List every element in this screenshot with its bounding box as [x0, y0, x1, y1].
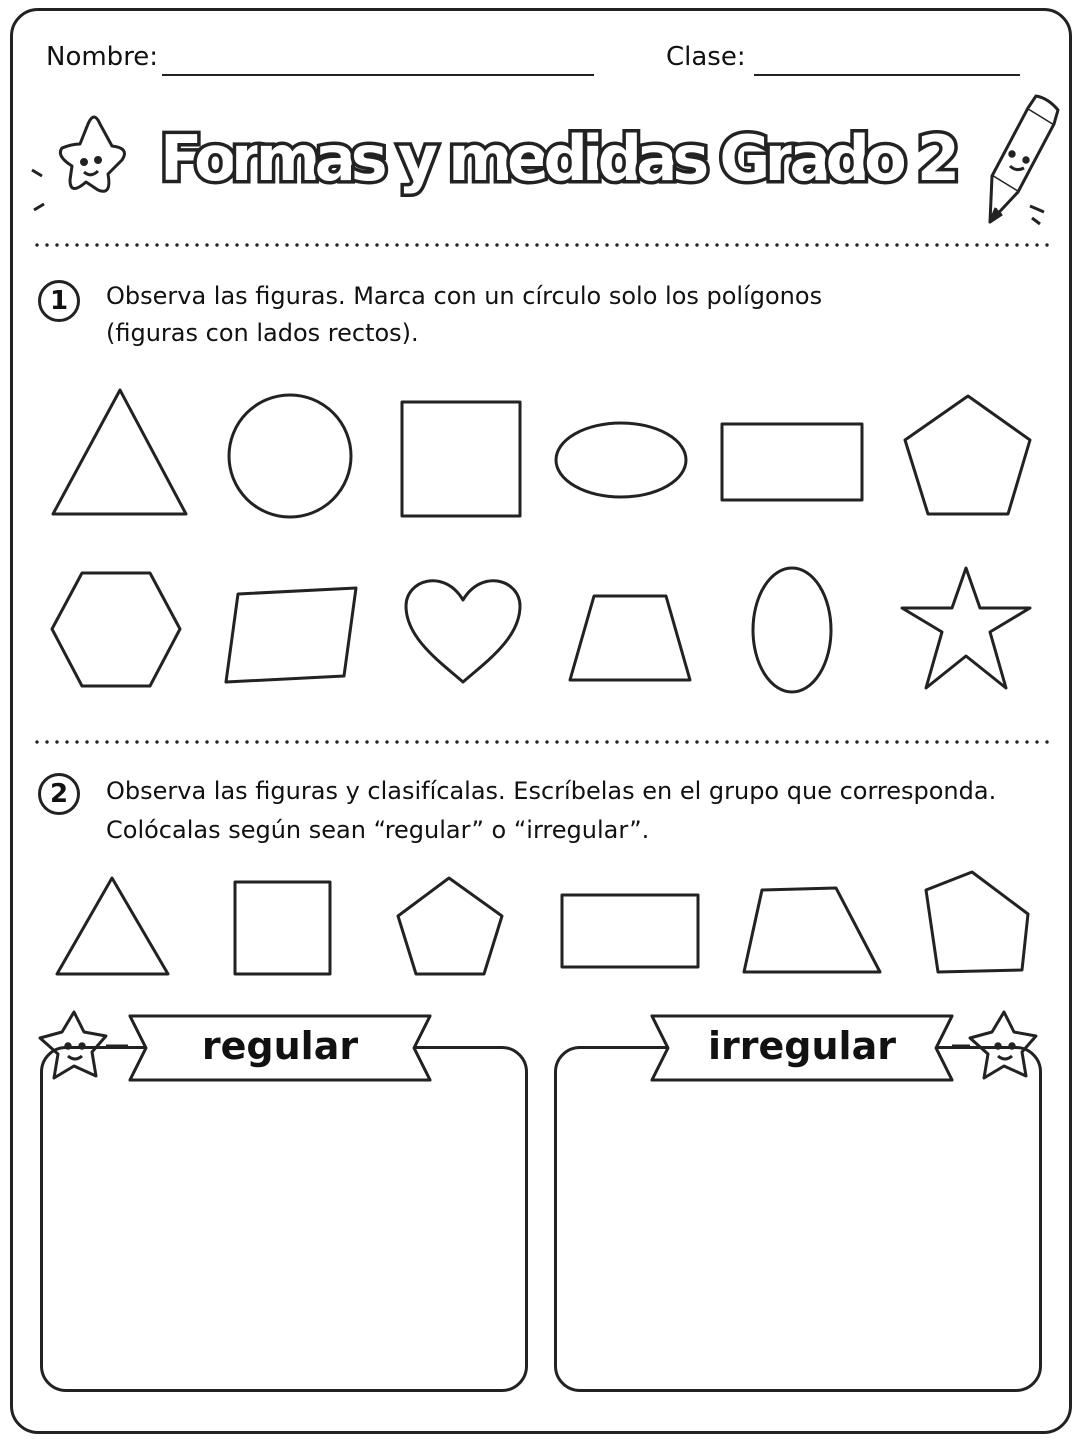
irregular-label: irregular	[708, 1024, 896, 1068]
class-label: Clase:	[666, 42, 746, 72]
section-2-instruction-line1: Observa las figuras y clasifícalas. Escríbelas en el grupo que corresponda.	[106, 777, 997, 805]
section-1-number: 1	[38, 280, 80, 322]
section-1-instruction-line2: (figuras con lados rectos).	[106, 319, 419, 347]
page-title-text: Formas y medidas Grado 2	[160, 122, 960, 195]
name-label: Nombre:	[46, 42, 159, 72]
section-1-instruction-line1: Observa las figuras. Marca con un círculo solo los polígonos	[106, 282, 823, 310]
section-2-instruction-line2: Colócalas según sean “regular” o “irregular”.	[106, 816, 650, 844]
section-2-number: 2	[38, 773, 80, 815]
regular-label: regular	[201, 1024, 359, 1068]
